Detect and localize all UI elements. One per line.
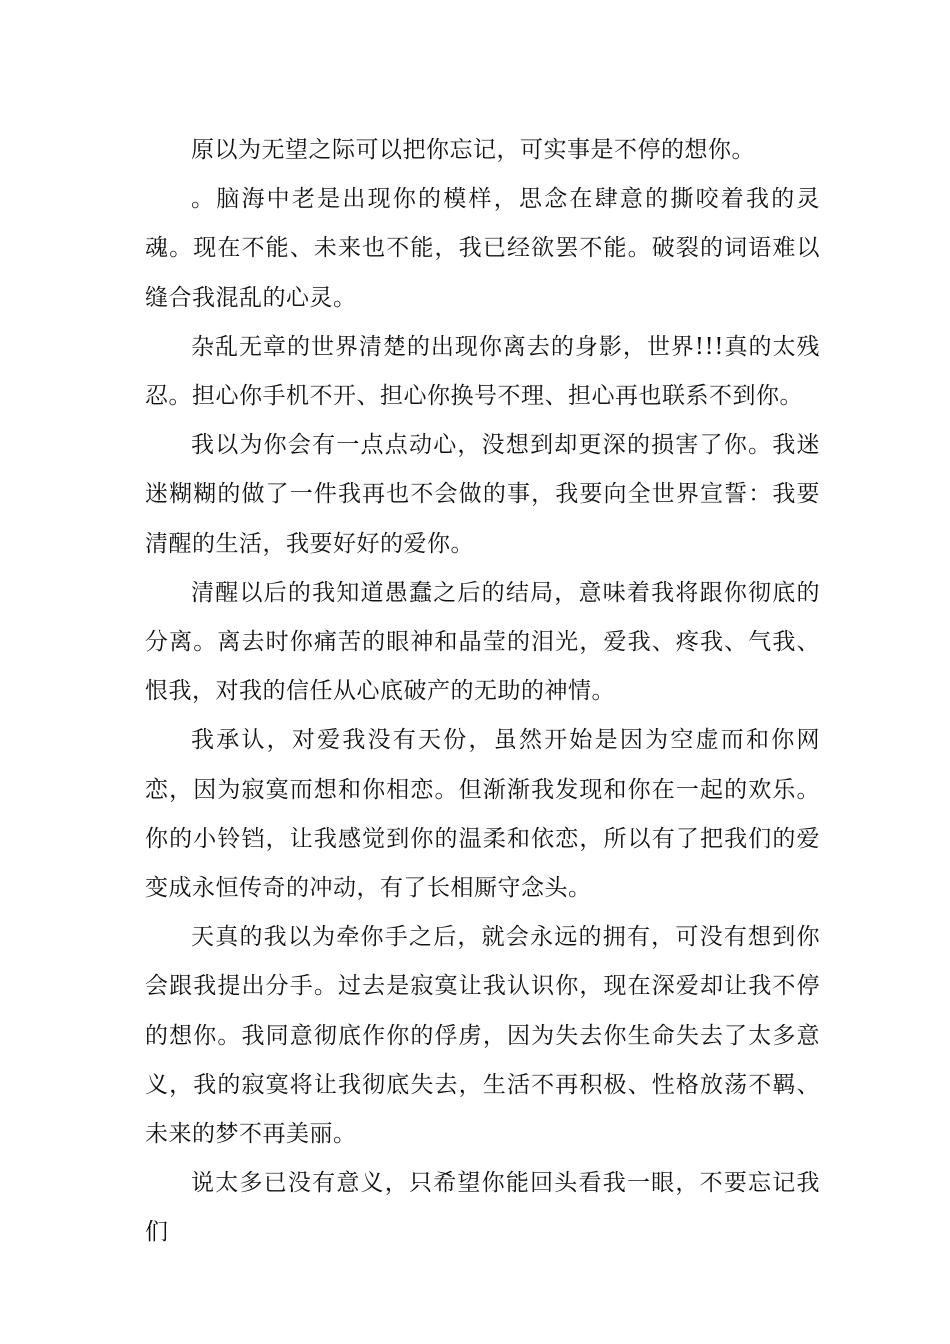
- paragraph-2: 。脑海中老是出现你的模样，思念在肆意的撕咬着我的灵魂。现在不能、未来也不能，我已经欲罢不能。破裂的词语难以缝合我混乱的心灵。: [145, 186, 820, 311]
- paragraph-1: 原以为无望之际可以把你忘记，可实事是不停的想你。: [191, 137, 755, 163]
- paragraph-8: 说太多已没有意义，只希望你能回头看我一眼，不要忘记我们: [145, 1170, 820, 1246]
- paragraph-7: 天真的我以为牵你手之后，就会永远的拥有，可没有想到你会跟我提出分手。过去是寂寞让我认识你，现在深爱却让我不停的想你。我同意彻底作你的俘虏，因为失去你生命失去了太多意义，我的寂寞将让我彻底失去，生活不再积极、性格放荡不羁、未来的梦不再美丽。: [145, 924, 820, 1148]
- document-body: [145, 126, 820, 1258]
- paragraph-6: 我承认，对爱我没有天份，虽然开始是因为空虚而和你网恋，因为寂寞而想和你相恋。但渐渐我发现和你在一起的欢乐。你的小铃铛，让我感觉到你的温柔和依恋，所以有了把我们的爱变成永恒传奇的冲动，有了长相厮守念头。: [145, 727, 820, 902]
- paragraph-4: 我以为你会有一点点动心，没想到却更深的损害了你。我迷迷糊糊的做了一件我再也不会做的事，我要向全世界宣誓：我要清醒的生活，我要好好的爱你。: [145, 432, 820, 557]
- paragraph-5: 清醒以后的我知道愚蠢之后的结局，意味着我将跟你彻底的分离。离去时你痛苦的眼神和晶莹的泪光，爱我、疼我、气我、恨我，对我的信任从心底破产的无助的神情。: [145, 579, 820, 705]
- paragraph-3: 杂乱无章的世界清楚的出现你离去的身影，世界!!!真的太残忍。担心你手机不开、担心你换号不理、担心再也联系不到你。: [145, 333, 820, 410]
